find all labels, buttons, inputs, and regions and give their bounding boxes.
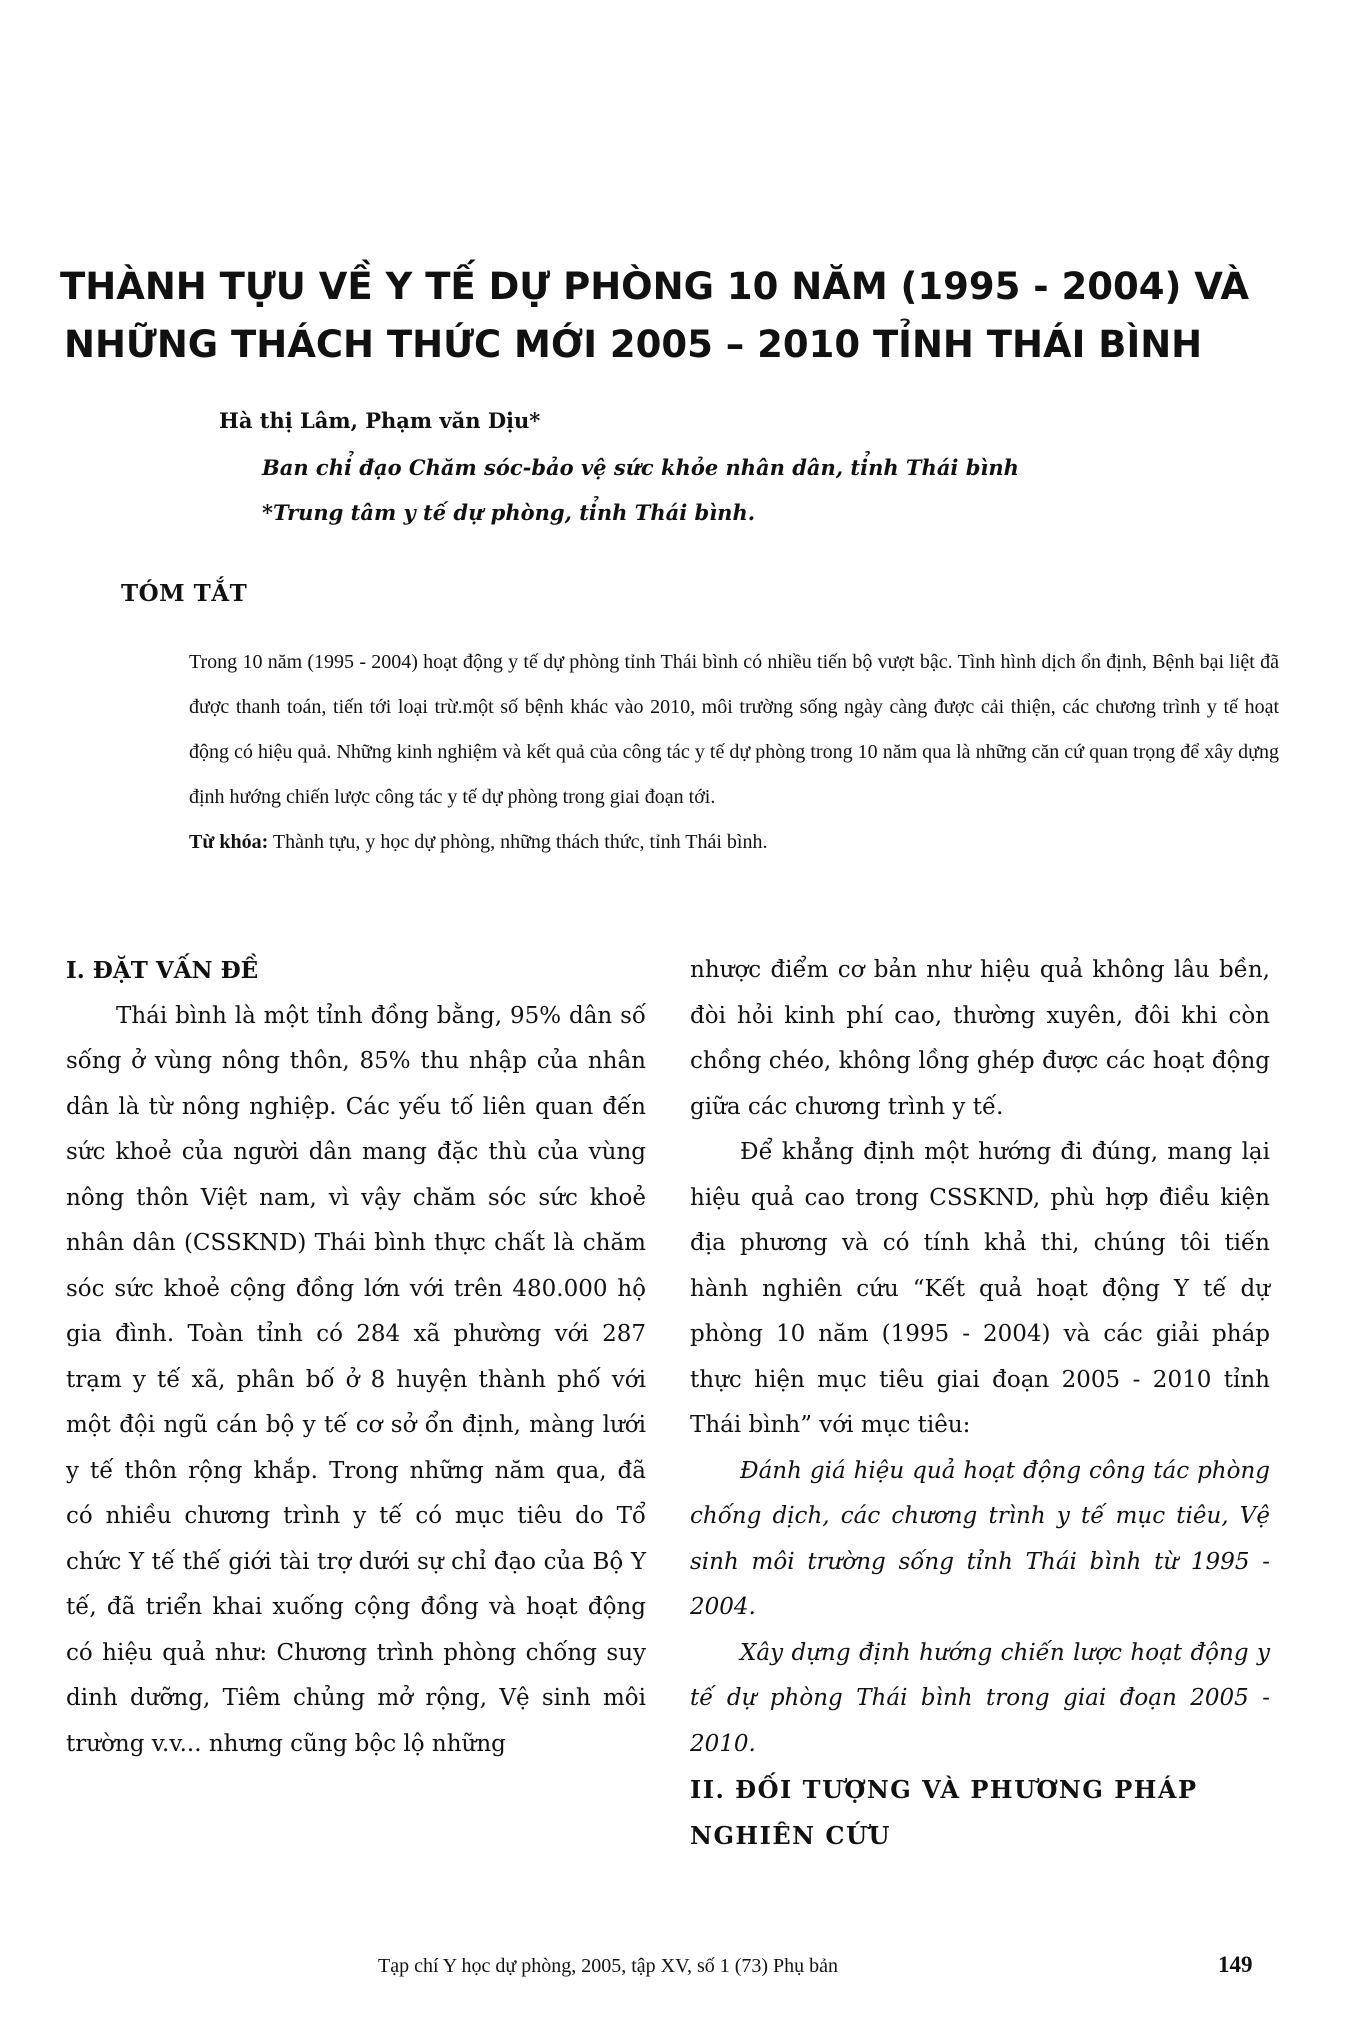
section-1-heading: I. ĐẶT VẤN ĐỀ [66, 957, 259, 984]
keywords-text: Thành tựu, y học dự phòng, những thách thức, tỉnh Thái bình. [268, 831, 768, 853]
author-list: Hà thị Lâm, Phạm văn Dịu* [219, 408, 541, 433]
title-line-2: NHỮNG THÁCH THỨC MỚI 2005 – 2010 TỈNH THÁI BÌNH [64, 323, 1203, 366]
keywords-label: Từ khóa: [189, 831, 269, 853]
section-2-heading: II. ĐỐI TƯỢNG VÀ PHƯƠNG PHÁP NGHIÊN CỨU [690, 1775, 1198, 1850]
abstract-block [189, 640, 1279, 865]
paper-title [60, 258, 1310, 374]
affiliation-1: Ban chỉ đạo Chăm sóc-bảo vệ sức khỏe nhân dân, tỉnh Thái bình [262, 455, 1019, 480]
objective-2: Xây dựng định hướng chiến lược hoạt động y tế dự phòng Thái bình trong giai đoạn 2005 - 2010. [690, 1639, 1270, 1757]
right-column [690, 948, 1270, 1858]
title-line-1: THÀNH TỰU VỀ Y TẾ DỰ PHÒNG 10 NĂM (1995 - 2004) VÀ [60, 265, 1250, 308]
left-column [66, 948, 646, 1767]
abstract-text: Trong 10 năm (1995 - 2004) hoạt động y tế dự phòng tỉnh Thái bình có nhiều tiến bộ vượt bậc. Tình hình dịch ổn định, Bệnh bại liệt đã được thanh toán, tiến tới loại trừ.một số bệnh khác vào 2010, môi trường sống ngày càng được cải thiện, các chương trình y tế hoạt động có hiệu quả. Những kinh nghiệm và kết quả của công tác y tế dự phòng trong 10 năm qua là những căn cứ quan trọng để xây dựng định hướng chiến lược công tác y tế dự phòng trong giai đoạn tới. [189, 651, 1279, 808]
affiliation-2: *Trung tâm y tế dự phòng, tỉnh Thái bình. [262, 500, 756, 525]
abstract-heading: TÓM TẮT [121, 580, 248, 607]
journal-footer: Tạp chí Y học dự phòng, 2005, tập XV, số 1 (73) Phụ bản [378, 1955, 839, 1977]
section-1-paragraph-2: Để khẳng định một hướng đi đúng, mang lại hiệu quả cao trong CSSKND, phù hợp điều kiện địa phương và có tính khả thi, chúng tôi tiến hành nghiên cứu “Kết quả hoạt động Y tế dự phòng 10 năm (1995 - 2004) và các giải pháp thực hiện mục tiêu giai đoạn 2005 - 2010 tỉnh Thái bình” với mục tiêu: [690, 1139, 1270, 1438]
section-1-paragraph-1: Thái bình là một tỉnh đồng bằng, 95% dân số sống ở vùng nông thôn, 85% thu nhập của nhân dân là từ nông nghiệp. Các yếu tố liên quan đến sức khoẻ của người dân mang đặc thù của vùng nông thôn Việt nam, vì vậy chăm sóc sức khoẻ nhân dân (CSSKND) Thái bình thực chất là chăm sóc sức khoẻ cộng đồng lớn với trên 480.000 hộ gia đình. Toàn tỉnh có 284 xã phường với 287 trạm y tế xã, phân bố ở 8 huyện thành phố với một đội ngũ cán bộ y tế cơ sở ổn định, màng lưới y tế thôn rộng khắp. Trong những năm qua, đã có nhiều chương trình y tế có mục tiêu do Tổ chức Y tế thế giới tài trợ dưới sự chỉ đạo của Bộ Y tế, đã triển khai xuống cộng đồng và hoạt động có hiệu quả như: Chương trình phòng chống suy dinh dưỡng, Tiêm chủng mở rộng, Vệ sinh môi trường v.v... nhưng cũng bộc lộ những [66, 1002, 646, 1757]
objective-1: Đánh giá hiệu quả hoạt động công tác phòng chống dịch, các chương trình y tế mục tiêu, Vệ sinh môi trường sống tỉnh Thái bình từ 1995 - 2004. [690, 1457, 1270, 1620]
section-1-paragraph-1-continued: nhược điểm cơ bản như hiệu quả không lâu bền, đòi hỏi kinh phí cao, thường xuyên, đôi khi còn chồng chéo, không lồng ghép được các hoạt động giữa các chương trình y tế. [690, 957, 1270, 1120]
keywords-line [189, 820, 1279, 865]
page-number: 149 [1218, 1952, 1253, 1977]
